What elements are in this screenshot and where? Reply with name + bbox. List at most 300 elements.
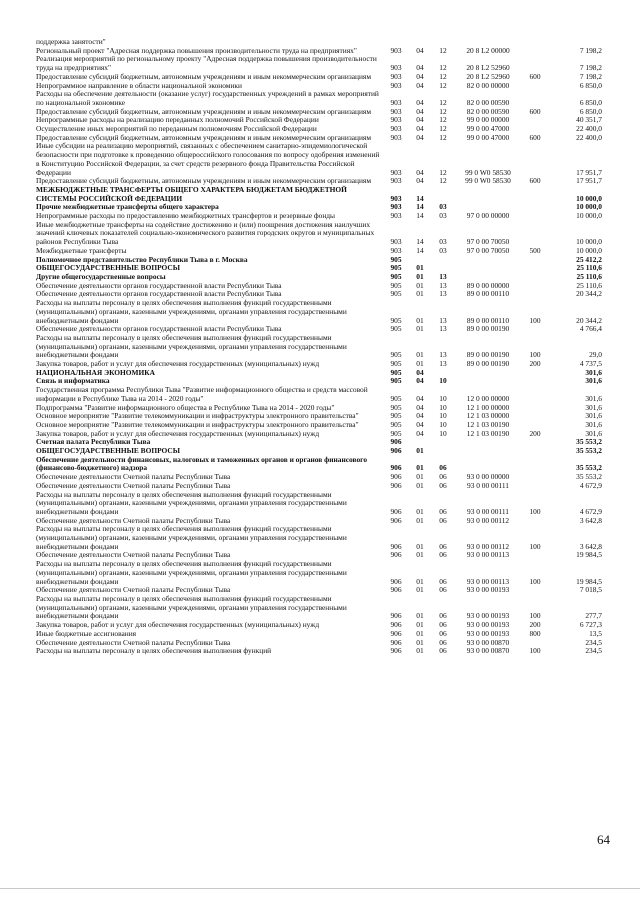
row-expense-type (521, 386, 549, 403)
row-admin-code: 905 (390, 359, 402, 369)
row-amount: 35 553,2 (576, 437, 602, 447)
row-target-code: 93 0 00 00193 (466, 611, 510, 621)
row-admin-code: 906 (390, 446, 402, 456)
row-expense-type (521, 142, 549, 177)
row-expense-type (521, 212, 549, 221)
row-subsection-code: 03 (439, 245, 447, 255)
row-name: Расходы на обеспечение деятельности (оказание услуг) государственных учреждений в рамках мероприятий по национальной экономике (36, 89, 379, 107)
row-section-code: 04 (416, 393, 424, 403)
row-amount: 277,7 (585, 611, 602, 621)
row-section-code: 01 (416, 620, 424, 630)
row-subsection-code: 06 (439, 515, 447, 525)
row-subsection-code (431, 447, 455, 456)
row-section-code: 01 (416, 472, 424, 482)
row-admin-code: 905 (390, 350, 402, 360)
row-admin-code: 906 (390, 611, 402, 621)
row-admin-code: 905 (390, 428, 402, 438)
row-target-code: 93 0 00 00193 (466, 585, 510, 595)
row-name: Расходы на выплаты персоналу в целях обеспечения выполнения функций государственными (муниципальными) органами, казенными учреждениями, органами управления государственными внебюджетными фондами (36, 524, 347, 551)
row-target-code: 20 8 L2 52960 (466, 63, 510, 73)
row-subsection-code: 13 (439, 324, 447, 334)
row-admin-code: 903 (390, 97, 402, 107)
row-subsection-code: 06 (439, 637, 447, 647)
row-target-code: 12 1 03 00190 (466, 419, 510, 429)
row-amount: 19 984,5 (576, 550, 602, 560)
row-admin-code: 903 (390, 167, 402, 177)
row-subsection-code: 10 (439, 376, 447, 386)
row-section-code: 01 (416, 289, 424, 299)
row-section-code: 01 (416, 263, 424, 273)
row-expense-type (521, 186, 549, 203)
row-target-code: 97 0 00 70050 (466, 237, 510, 247)
row-section-code: 01 (416, 280, 424, 290)
row-admin-code: 906 (390, 437, 402, 447)
row-target-code: 82 0 00 00000 (466, 80, 510, 90)
row-target-code: 93 0 00 00870 (466, 646, 510, 656)
row-subsection-code: 06 (439, 550, 447, 560)
row-amount: 25 110,6 (576, 280, 602, 290)
table-row (36, 334, 602, 360)
row-expense-type (521, 90, 549, 107)
row-section-code: 01 (416, 506, 424, 516)
row-admin-code: 906 (390, 515, 402, 525)
row-target-code (455, 186, 521, 203)
row-target-code: 12 1 03 00190 (466, 428, 510, 438)
row-expense-type: 200 (529, 359, 541, 369)
row-target-code (455, 447, 521, 456)
row-expense-type: 600 (529, 132, 541, 142)
row-admin-code: 906 (390, 585, 402, 595)
row-admin-code: 906 (390, 480, 402, 490)
row-target-code: 12 0 00 00000 (466, 393, 510, 403)
row-target-code: 89 0 00 00190 (466, 350, 510, 360)
row-target-code: 82 0 00 00590 (466, 97, 510, 107)
row-expense-type (521, 116, 549, 125)
row-subsection-code: 10 (439, 402, 447, 412)
row-subsection-code: 12 (439, 176, 447, 186)
row-amount: 6 850,0 (579, 80, 602, 90)
row-admin-code: 905 (390, 324, 402, 334)
row-admin-code: 906 (390, 506, 402, 516)
row-expense-type: 100 (529, 576, 541, 586)
row-amount: 4 766,4 (579, 324, 602, 334)
row-target-code: 12 1 03 00000 (466, 411, 510, 421)
table-row (36, 647, 602, 656)
row-section-code: 04 (416, 376, 424, 386)
row-section-code: 01 (416, 515, 424, 525)
row-expense-type: 100 (529, 506, 541, 516)
row-name: Предоставление субсидий бюджетным, автономным учреждениям и иным некоммерческим организациям (36, 132, 372, 142)
row-target-code: 93 0 00 00193 (466, 628, 510, 638)
row-expense-type: 200 (529, 428, 541, 438)
row-section-code: 01 (416, 576, 424, 586)
row-section-code: 04 (416, 428, 424, 438)
row-admin-code: 905 (390, 367, 402, 377)
scan-edge-line (0, 888, 640, 889)
row-name: Основное мероприятие "Развитие телекоммуникации и инфраструктуры электронного правительства" (36, 419, 359, 429)
row-expense-type (521, 264, 549, 273)
row-section-code: 01 (416, 271, 424, 281)
row-target-code: 82 0 00 00590 (466, 106, 510, 116)
row-admin-code: 906 (390, 472, 402, 482)
row-target-code: 93 0 00 00193 (466, 620, 510, 630)
row-name: Расходы на выплаты персоналу в целях обеспечения выполнения функций (36, 646, 272, 656)
row-name: Расходы на выплаты персоналу в целях обеспечения выполнения функций государственными (муниципальными) органами, казенными учреждениями, органами управления государственными внебюджетными фондами (36, 489, 347, 516)
row-subsection-code: 06 (439, 576, 447, 586)
row-target-code: 20 8 L2 00000 (466, 45, 510, 55)
row-section-code: 14 (416, 245, 424, 255)
row-expense-type: 100 (529, 646, 541, 656)
row-expense-type (521, 482, 549, 491)
row-admin-code: 903 (390, 80, 402, 90)
row-name: Расходы на выплаты персоналу в целях обеспечения выполнения функций государственными (муниципальными) органами, казенными учреждениями, органами управления государственными внебюджетными фондами (36, 594, 347, 621)
row-subsection-code (431, 186, 455, 203)
row-amount: 13,5 (589, 628, 602, 638)
row-amount: 6 727,3 (579, 620, 602, 630)
row-amount: 35 553,2 (576, 472, 602, 482)
row-amount: 6 850,0 (579, 106, 602, 116)
row-admin-code: 903 (390, 193, 402, 203)
row-name: НАЦИОНАЛЬНАЯ ЭКОНОМИКА (36, 367, 155, 377)
row-expense-type (521, 282, 549, 291)
row-subsection-code: 06 (439, 620, 447, 630)
row-name: поддержка занятости" (36, 37, 106, 46)
row-expense-type (521, 369, 549, 378)
row-section-code: 04 (416, 115, 424, 125)
row-subsection-code: 12 (439, 124, 447, 134)
row-amount: 10 000,0 (576, 211, 602, 221)
row-expense-type: 100 (529, 350, 541, 360)
table-row (36, 595, 602, 621)
row-section-code: 04 (416, 132, 424, 142)
row-amount: 10 000,0 (576, 245, 602, 255)
row-subsection-code (431, 256, 455, 265)
row-admin-code: 905 (390, 271, 402, 281)
row-name: Основное мероприятие "Развитие телекоммуникации и инфраструктуры электронного правительства" (36, 411, 359, 421)
row-admin-code: 906 (390, 576, 402, 586)
row-expense-type (521, 82, 549, 91)
row-name: Обеспечение деятельности Счетной палаты Республики Тыва (36, 550, 231, 560)
row-target-code: 93 0 00 00870 (466, 637, 510, 647)
row-name: Реализация мероприятий по региональному проекту "Адресная поддержка повышения производительности труда на предприятиях" (36, 54, 377, 73)
row-section-code: 04 (416, 402, 424, 412)
row-name: Полномочное представительство Республики Тыва в г. Москва (36, 254, 248, 264)
row-name: Закупка товаров, работ и услуг для обеспечения государственных (муниципальных) нужд (36, 359, 320, 369)
row-name: Другие общегосударственные вопросы (36, 271, 166, 281)
row-section-code: 01 (416, 446, 424, 456)
row-target-code: 89 0 00 00110 (466, 289, 510, 299)
row-expense-type: 600 (529, 71, 541, 81)
row-expense-type (521, 55, 549, 72)
row-admin-code: 906 (390, 628, 402, 638)
table-row (36, 456, 602, 473)
row-expense-type (521, 273, 549, 282)
row-expense-type (521, 517, 549, 526)
row-amount: 25 110,6 (576, 271, 602, 281)
row-amount: 4 672,9 (579, 480, 602, 490)
row-admin-code: 903 (390, 71, 402, 81)
row-target-code (455, 377, 521, 386)
row-section-code: 04 (416, 167, 424, 177)
row-expense-type: 100 (529, 541, 541, 551)
row-name: Непрограммное направление в области национальной экономики (36, 80, 242, 90)
row-subsection-code: 06 (439, 541, 447, 551)
row-admin-code: 905 (390, 393, 402, 403)
row-admin-code: 905 (390, 419, 402, 429)
row-amount: 7 198,2 (579, 45, 602, 55)
row-amount: 10 000,0 (576, 193, 602, 203)
row-subsection-code: 12 (439, 63, 447, 73)
row-name: Прочие межбюджетные трансферты общего характера (36, 202, 219, 212)
row-amount: 25 412,2 (576, 254, 602, 264)
row-name: Обеспечение деятельности Счетной палаты Республики Тыва (36, 637, 231, 647)
row-expense-type (521, 47, 549, 56)
row-section-code: 14 (416, 211, 424, 221)
row-section-code: 01 (416, 550, 424, 560)
row-subsection-code: 06 (439, 506, 447, 516)
row-name: Предоставление субсидий бюджетным, автономным учреждениям и иным некоммерческим организациям (36, 106, 372, 116)
row-amount: 10 000,0 (576, 202, 602, 212)
row-amount: 7 198,2 (579, 71, 602, 81)
row-admin-code: 905 (390, 376, 402, 386)
row-target-code: 93 0 00 00000 (466, 472, 510, 482)
row-amount: 301,6 (585, 428, 602, 438)
row-admin-code: 905 (390, 263, 402, 273)
table-row (36, 221, 602, 247)
row-name: Закупка товаров, работ и услуг для обеспечения государственных (муниципальных) нужд (36, 428, 320, 438)
row-section-code: 01 (416, 359, 424, 369)
row-admin-code: 903 (390, 124, 402, 134)
row-section-code: 01 (416, 585, 424, 595)
row-name: Иные межбюджетные трансферты на содействие достижению и (или) поощрения достижения наилучших значений ключевых показателей социально-экономического развития городских округов и муниципальных районов Республики Тыва (36, 219, 375, 247)
row-amount: 301,6 (585, 367, 602, 377)
row-admin-code: 905 (390, 411, 402, 421)
row-name: Иные субсидии на реализацию мероприятий, связанных с обеспечением санитарно-эпидемиологической безопасности при подготовке к проведению общероссийского голосования по вопросу одобрения изменений в Конституцию Российской Федерации, за счет средств резервного фонда Правительства Российской Федерации (36, 141, 380, 177)
row-subsection-code: 03 (439, 211, 447, 221)
row-subsection-code: 10 (439, 428, 447, 438)
row-expense-type (521, 447, 549, 456)
row-amount: 301,6 (585, 376, 602, 386)
row-section-code: 01 (416, 637, 424, 647)
row-expense-type (521, 38, 549, 47)
row-expense-type (521, 438, 549, 447)
row-name: Подпрограмма "Развитие информационного общества в Республике Тыва на 2014 - 2020 годы" (36, 402, 335, 412)
row-amount: 17 951,7 (576, 167, 602, 177)
row-subsection-code: 12 (439, 97, 447, 107)
row-target-code (455, 438, 521, 447)
row-name: Расходы на выплаты персоналу в целях обеспечения выполнения функций государственными (муниципальными) органами, казенными учреждениями, органами управления государственными внебюджетными фондами (36, 559, 347, 586)
row-admin-code: 903 (390, 45, 402, 55)
row-expense-type (521, 290, 549, 299)
row-admin-code: 906 (390, 550, 402, 560)
row-amount: 4 737,5 (579, 359, 602, 369)
row-target-code: 93 0 00 00111 (467, 506, 509, 516)
row-amount: 29,0 (589, 350, 602, 360)
row-subsection-code: 13 (439, 289, 447, 299)
table-row (36, 560, 602, 586)
row-target-code: 99 0 00 47000 (466, 124, 510, 134)
row-section-code: 14 (416, 193, 424, 203)
row-target-code: 97 0 00 70050 (466, 245, 510, 255)
row-name: Предоставление субсидий бюджетным, автономным учреждениям и иным некоммерческим организациям (36, 71, 372, 81)
row-expense-type (521, 473, 549, 482)
row-name: Расходы на выплаты персоналу в целях обеспечения выполнения функций государственными (муниципальными) органами, казенными учреждениями, органами управления государственными внебюджетными фондами (36, 298, 347, 325)
row-name: Связь и информатика (36, 376, 110, 386)
row-expense-type (521, 203, 549, 212)
row-section-code: 04 (416, 419, 424, 429)
row-target-code (455, 264, 521, 273)
row-amount: 10 000,0 (576, 237, 602, 247)
row-name: ОБЩЕГОСУДАРСТВЕННЫЕ ВОПРОСЫ (36, 263, 180, 273)
row-target-code: 20 8 L2 52960 (466, 71, 510, 81)
row-name: Закупка товаров, работ и услуг для обеспечения государственных (муниципальных) нужд (36, 620, 320, 630)
row-section-code: 04 (416, 124, 424, 134)
row-amount: 301,6 (585, 402, 602, 412)
row-admin-code: 905 (390, 289, 402, 299)
row-expense-type (521, 256, 549, 265)
row-target-code: 99 0 W0 58530 (465, 167, 511, 177)
row-admin-code: 905 (390, 280, 402, 290)
row-target-code: 89 0 00 00110 (466, 315, 510, 325)
row-amount: 19 984,5 (576, 576, 602, 586)
row-target-code: 99 0 00 00000 (466, 115, 510, 125)
row-name: Обеспечение деятельности органов государственной власти Республики Тыва (36, 324, 282, 334)
row-section-code: 01 (416, 480, 424, 490)
row-section-code: 01 (416, 315, 424, 325)
row-name: Непрограммные расходы по предоставлению межбюджетных трансфертов и резервные фонды (36, 211, 336, 221)
row-name: Обеспечение деятельности Счетной палаты Республики Тыва (36, 585, 231, 595)
row-target-code: 99 0 W0 58530 (465, 176, 511, 186)
row-section-code: 04 (416, 411, 424, 421)
row-amount: 3 642,8 (579, 541, 602, 551)
row-amount: 301,6 (585, 411, 602, 421)
row-admin-code: 903 (390, 245, 402, 255)
row-admin-code: 903 (390, 132, 402, 142)
row-admin-code: 905 (390, 315, 402, 325)
row-section-code: 04 (416, 367, 424, 377)
row-name: Осуществление иных мероприятий по переданным полномочиям Российской Федерации (36, 124, 317, 134)
row-expense-type (521, 325, 549, 334)
table-row (36, 369, 602, 378)
row-target-code: 89 0 00 00000 (466, 280, 510, 290)
row-target-code: 93 0 00 00113 (466, 576, 510, 586)
row-expense-type: 600 (529, 176, 541, 186)
page-number: 64 (597, 832, 610, 847)
row-amount: 7 198,2 (579, 63, 602, 73)
row-section-code: 01 (416, 646, 424, 656)
row-subsection-code: 13 (439, 271, 447, 281)
row-name: Расходы на выплаты персоналу в целях обеспечения выполнения функций государственными (муниципальными) органами, казенными учреждениями, органами управления государственными внебюджетными фондами (36, 332, 347, 360)
row-admin-code: 903 (390, 176, 402, 186)
row-amount: 22 400,0 (576, 124, 602, 134)
row-name: МЕЖБЮДЖЕТНЫЕ ТРАНСФЕРТЫ ОБЩЕГО ХАРАКТЕРА БЮДЖЕТАМ БЮДЖЕТНОЙ СИСТЕМЫ РОССИЙСКОЙ ФЕДЕРАЦИИ (36, 184, 347, 203)
row-name: Обеспечение деятельности Счетной палаты Республики Тыва (36, 480, 231, 490)
row-subsection-code: 12 (439, 115, 447, 125)
row-expense-type: 600 (529, 106, 541, 116)
row-subsection-code: 10 (439, 419, 447, 429)
row-amount: 301,6 (585, 419, 602, 429)
row-admin-code: 906 (390, 463, 402, 473)
row-admin-code: 906 (390, 637, 402, 647)
row-name: Иные бюджетные ассигнования (36, 628, 137, 638)
row-section-code: 04 (416, 106, 424, 116)
row-admin-code: 903 (390, 63, 402, 73)
row-section-code: 01 (416, 350, 424, 360)
row-section-code: 04 (416, 45, 424, 55)
row-expense-type (521, 412, 549, 421)
row-admin-code: 906 (390, 541, 402, 551)
row-name: Непрограммные расходы на реализацию переданных полномочий Российской Федерации (36, 115, 319, 125)
row-name: Обеспечение деятельности органов государственной власти Республики Тыва (36, 289, 282, 299)
row-section-code: 14 (416, 237, 424, 247)
budget-document-page (36, 38, 602, 656)
table-row (36, 55, 602, 72)
row-subsection-code: 13 (439, 280, 447, 290)
row-target-code: 93 0 00 00111 (467, 480, 509, 490)
row-amount: 301,6 (585, 393, 602, 403)
row-expense-type (521, 404, 549, 413)
table-row (36, 142, 602, 177)
row-amount: 3 642,8 (579, 515, 602, 525)
row-subsection-code: 03 (439, 202, 447, 212)
row-subsection-code: 06 (439, 628, 447, 638)
table-row (36, 186, 602, 203)
row-target-code (455, 256, 521, 265)
row-name: Обеспечение деятельности Счетной палаты Республики Тыва (36, 472, 231, 482)
row-subsection-code: 06 (439, 646, 447, 656)
row-name: ОБЩЕГОСУДАРСТВЕННЫЕ ВОПРОСЫ (36, 446, 180, 456)
row-subsection-code: 12 (439, 45, 447, 55)
row-admin-code: 903 (390, 211, 402, 221)
row-expense-type: 800 (529, 628, 541, 638)
row-target-code: 89 0 00 00190 (466, 324, 510, 334)
row-name: Обеспечение деятельности финансовых, налоговых и таможенных органов и органов финансового (финансово-бюджетного) надзора (36, 454, 368, 473)
row-subsection-code: 12 (439, 167, 447, 177)
row-expense-type: 500 (529, 245, 541, 255)
row-section-code: 01 (416, 611, 424, 621)
row-section-code: 04 (416, 63, 424, 73)
row-subsection-code: 12 (439, 106, 447, 116)
budget-table (36, 38, 602, 656)
row-subsection-code: 12 (439, 80, 447, 90)
row-section-code: 01 (416, 541, 424, 551)
row-target-code: 93 0 00 00112 (466, 515, 510, 525)
row-section-code: 01 (416, 463, 424, 473)
row-amount: 40 351,7 (576, 115, 602, 125)
row-subsection-code: 13 (439, 315, 447, 325)
row-name: Региональный проект "Адресная поддержка повышения производительности труда на предприятиях" (36, 45, 357, 55)
row-name: Обеспечение деятельности органов государственной власти Республики Тыва (36, 280, 282, 290)
row-amount: 7 018,5 (579, 585, 602, 595)
row-name: Обеспечение деятельности Счетной палаты Республики Тыва (36, 515, 231, 525)
row-subsection-code: 06 (439, 585, 447, 595)
row-subsection-code (431, 438, 455, 447)
row-subsection-code: 13 (439, 359, 447, 369)
row-subsection-code: 10 (439, 411, 447, 421)
row-name: Государственная программа Республики Тыва "Развитие информационного общества и средств массовой информации в Республике Тыва на 2014 - 2020 годы" (36, 385, 368, 403)
row-subsection-code: 03 (439, 237, 447, 247)
table-row (36, 299, 602, 325)
row-expense-type: 100 (529, 611, 541, 621)
row-subsection-code: 12 (439, 132, 447, 142)
row-admin-code: 903 (390, 115, 402, 125)
row-section-code: 01 (416, 324, 424, 334)
row-section-code: 04 (416, 97, 424, 107)
table-row (36, 90, 602, 107)
row-amount: 35 553,2 (576, 446, 602, 456)
row-admin-code: 903 (390, 237, 402, 247)
row-target-code (455, 456, 521, 473)
